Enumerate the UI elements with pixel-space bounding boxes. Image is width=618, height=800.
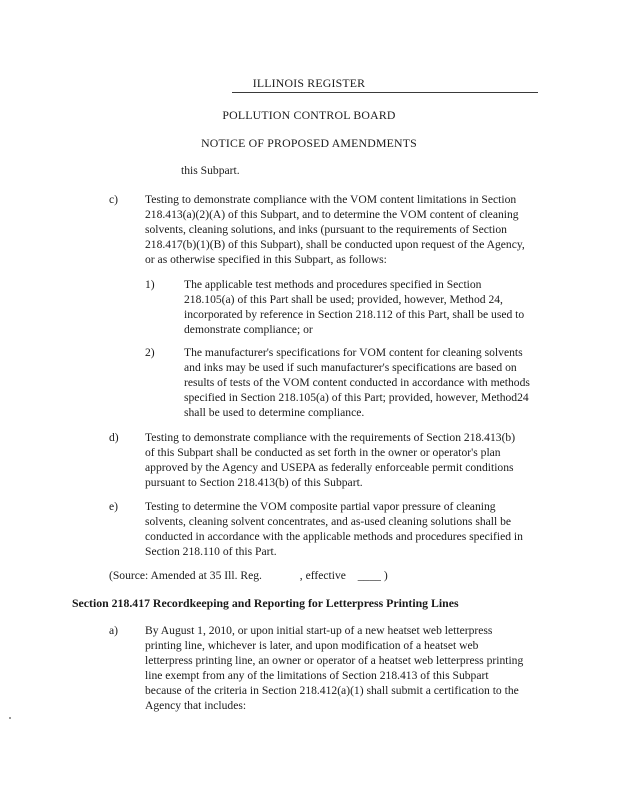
para-c2-line: results of tests of the VOM content conducted in accordance with methods bbox=[184, 376, 530, 389]
source-effective: , effective bbox=[299, 569, 346, 582]
continuation-text: this Subpart. bbox=[181, 164, 240, 177]
para-c-label: c) bbox=[109, 193, 119, 206]
scan-speck bbox=[9, 717, 11, 719]
para-a-line: line exempt from any of the limitations of Section 218.413 of this Subpart bbox=[145, 669, 489, 682]
para-c-line: Testing to demonstrate compliance with the VOM content limitations in Section bbox=[145, 193, 517, 206]
source-note bbox=[109, 568, 388, 583]
para-c1-line: demonstrate compliance; or bbox=[184, 323, 313, 336]
para-c-line: 218.417(b)(1)(B) of this Subpart), shall be conducted upon request of the Agency, bbox=[145, 238, 525, 251]
para-c1-line: incorporated by reference in Section 218.112 of this Part, shall be used to bbox=[184, 308, 525, 321]
para-c2-line: and inks may be used if such manufacturer's specifications are based on bbox=[184, 361, 517, 374]
para-c-line: or as otherwise specified in this Subpart, as follows: bbox=[145, 253, 387, 266]
para-a-label: a) bbox=[109, 624, 119, 637]
para-c2-line: specified in Section 218.105(a) of this Part; provided, however, Method24 bbox=[184, 391, 529, 404]
para-e-line: Section 218.110 of this Part. bbox=[145, 545, 277, 558]
para-d-text bbox=[145, 430, 515, 490]
para-a-text bbox=[145, 623, 523, 713]
register-title: ILLINOIS REGISTER bbox=[252, 76, 366, 90]
para-c1-label: 1) bbox=[145, 278, 155, 291]
para-c-text bbox=[145, 192, 525, 267]
para-a-line: By August 1, 2010, or upon initial start-up of a new heatset web letterpress bbox=[145, 624, 493, 637]
para-a-line: letterpress printing line, an owner or operator of a heatset web letterpress printing bbox=[145, 654, 524, 667]
header-rule bbox=[232, 92, 538, 93]
para-d-line: pursuant to Section 218.413(b) of this Subpart. bbox=[145, 476, 363, 489]
para-d-label: d) bbox=[109, 431, 119, 444]
para-e-line: conducted in accordance with the applicable methods and procedures specified in bbox=[145, 530, 523, 543]
para-c2-line: shall be used to determine compliance. bbox=[184, 406, 365, 419]
para-c1-line: The applicable test methods and procedures specified in Section bbox=[184, 278, 482, 291]
para-c-line: solvents, cleaning solutions, and inks (pursuant to the requirements of Section bbox=[145, 223, 507, 236]
para-e-label: e) bbox=[109, 500, 119, 513]
para-a-line: printing line, whichever is later, and upon modification of a heatset web bbox=[145, 639, 479, 652]
para-d-line: Testing to demonstrate compliance with the requirements of Section 218.413(b) bbox=[145, 431, 516, 444]
para-e-text bbox=[145, 499, 523, 559]
para-c-line: 218.413(a)(2)(A) of this Subpart, and to determine the VOM content of cleaning bbox=[145, 208, 519, 221]
source-close: ) bbox=[383, 569, 388, 582]
para-d-line: approved by the Agency and USEPA as federally enforceable permit conditions bbox=[145, 461, 514, 474]
notice-title: NOTICE OF PROPOSED AMENDMENTS bbox=[201, 136, 417, 150]
source-prefix: (Source: Amended at 35 Ill. Reg. bbox=[109, 569, 262, 582]
para-a-line: because of the criteria in Section 218.412(a)(1) shall submit a certification to the bbox=[145, 684, 519, 697]
para-a-line: Agency that includes: bbox=[145, 699, 247, 712]
para-c1-line: 218.105(a) of this Part shall be used; provided, however, Method 24, bbox=[184, 293, 503, 306]
para-d-line: of this Subpart shall be conducted as set forth in the owner or operator's plan bbox=[145, 446, 501, 459]
para-c1-text bbox=[184, 277, 524, 337]
para-c2-line: The manufacturer's specifications for VOM content for cleaning solvents bbox=[184, 346, 523, 359]
para-c2-label: 2) bbox=[145, 346, 155, 359]
para-c2-text bbox=[184, 345, 530, 420]
para-e-line: solvents, cleaning solvent concentrates, and as-used cleaning solutions shall be bbox=[145, 515, 512, 528]
para-e-line: Testing to determine the VOM composite partial vapor pressure of cleaning bbox=[145, 500, 496, 513]
source-blank: ____ bbox=[357, 569, 381, 582]
board-title: POLLUTION CONTROL BOARD bbox=[222, 108, 396, 122]
section-heading: Section 218.417 Recordkeeping and Reporting for Letterpress Printing Lines bbox=[72, 596, 459, 610]
